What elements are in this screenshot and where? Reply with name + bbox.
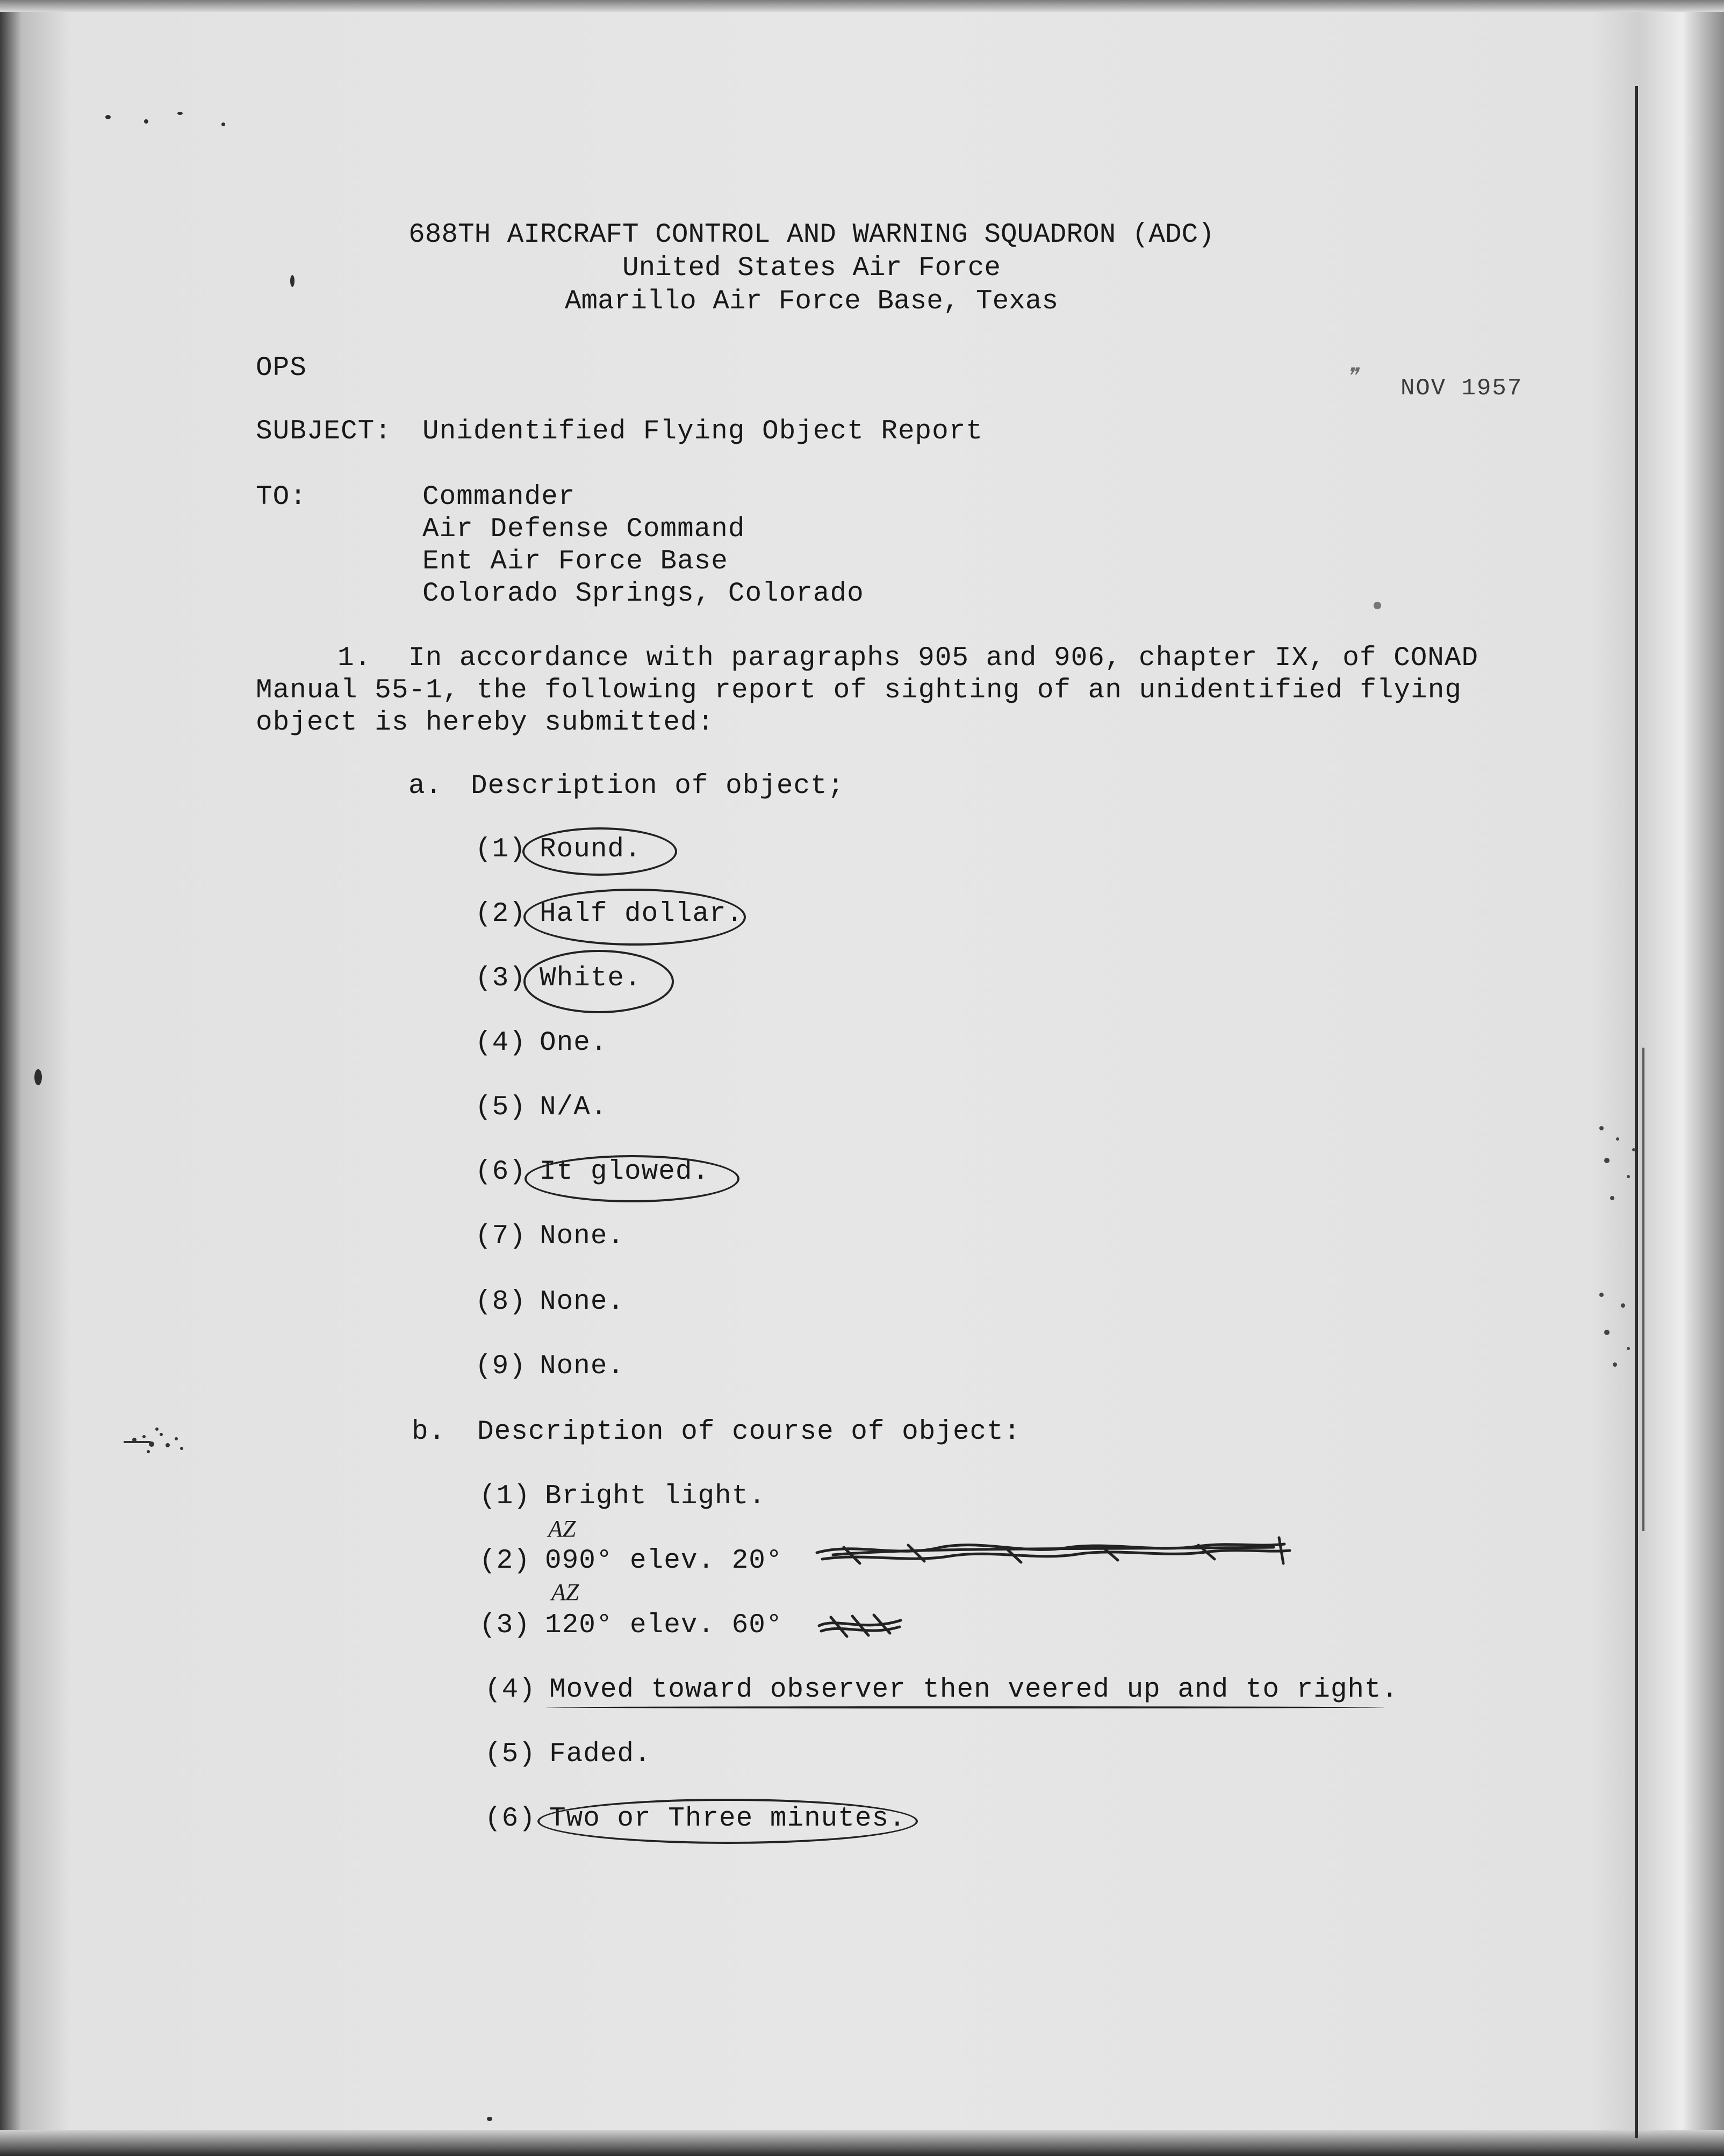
subject-text: Unidentified Flying Object Report [422,416,983,447]
letterhead-location: Amarillo Air Force Base, Texas [564,286,1059,317]
item-number: (6) [485,1804,536,1834]
scan-speck [487,2117,492,2121]
date-stamp: NOV 1957 [1400,375,1523,402]
page-top-edge [0,0,1724,12]
handwritten-strikeout [811,1531,1295,1574]
to-line: Ent Air Force Base [422,546,728,577]
item-number: (5) [475,1092,526,1123]
scan-noise-right-1 [1591,1117,1650,1214]
item-number: (2) [475,899,526,929]
handwritten-underline [546,1706,1384,1708]
item-text: One. [540,1028,608,1058]
item-number: (1) [479,1481,530,1512]
letterhead-unit: 688TH AIRCRAFT CONTROL AND WARNING SQUADRON (ADC) [408,220,1215,250]
item-text: None. [540,1351,625,1382]
item-number: (9) [475,1351,526,1382]
item-text: 120° elev. 60° [545,1610,783,1641]
item-text: None. [540,1221,625,1252]
item-text: Faded. [549,1739,651,1770]
item-number: (1) [475,834,526,865]
item-text: It glowed. [540,1157,710,1187]
item-number: (2) [479,1546,530,1576]
to-line: Air Defense Command [422,514,745,545]
scan-noise-right-2 [1591,1279,1650,1375]
handwritten-circle [537,1799,918,1844]
subject-label: SUBJECT: [256,416,392,447]
item-number: (4) [485,1675,536,1705]
page-bottom-edge [0,2130,1724,2156]
handwritten-circle [522,827,677,876]
handwritten-circle [523,950,674,1013]
item-text: N/A. [540,1092,608,1123]
item-number: (6) [475,1157,526,1187]
handwritten-annotation: AZ [548,1516,576,1542]
letterhead-service: United States Air Force [622,253,1001,284]
section-a-letter: a. [408,771,443,802]
scan-speck [1374,602,1381,609]
handwritten-circle [525,1155,739,1202]
item-number: (3) [479,1610,530,1641]
scan-speck [177,112,183,115]
item-number: (3) [475,963,526,994]
item-number: (5) [485,1739,536,1770]
paragraph-number: 1. [337,643,372,674]
handwritten-annotation: AZ [551,1579,579,1605]
scan-speck [221,122,225,126]
paragraph-line: In accordance with paragraphs 905 and 906, chapter IX, of CONAD [408,643,1479,674]
to-line: Colorado Springs, Colorado [422,579,864,609]
scan-noise-blot [118,1413,204,1467]
paragraph-line: object is hereby submitted: [256,708,715,738]
handwritten-strikeout [815,1606,906,1644]
section-a-heading: Description of object; [471,771,845,802]
scan-speck [105,115,111,119]
item-number: (8) [475,1287,526,1317]
to-label: TO: [256,482,307,513]
scan-speck [34,1069,42,1085]
scan-speck [144,119,148,124]
item-text: White. [540,963,642,994]
right-margin-line [1635,86,1638,2138]
office-symbol: OPS [256,353,307,384]
item-number: (7) [475,1221,526,1252]
handwritten-circle [523,889,746,946]
paragraph-line: Manual 55-1, the following report of sighting of an unidentified flying [256,675,1462,706]
date-day-mark: ❞ [1346,364,1358,388]
item-text: 090° elev. 20° [545,1546,783,1576]
item-text: Half dollar. [540,899,744,929]
section-b-heading: Description of course of object: [477,1417,1021,1447]
to-line: Commander [422,482,576,513]
item-text: Round. [540,834,642,865]
item-text: Two or Three minutes. [549,1804,906,1834]
section-b-letter: b. [412,1417,446,1447]
item-number: (4) [475,1028,526,1058]
item-text: Moved toward observer then veered up and to right. [549,1675,1399,1705]
item-text: None. [540,1287,625,1317]
item-text: Bright light. [545,1481,766,1512]
